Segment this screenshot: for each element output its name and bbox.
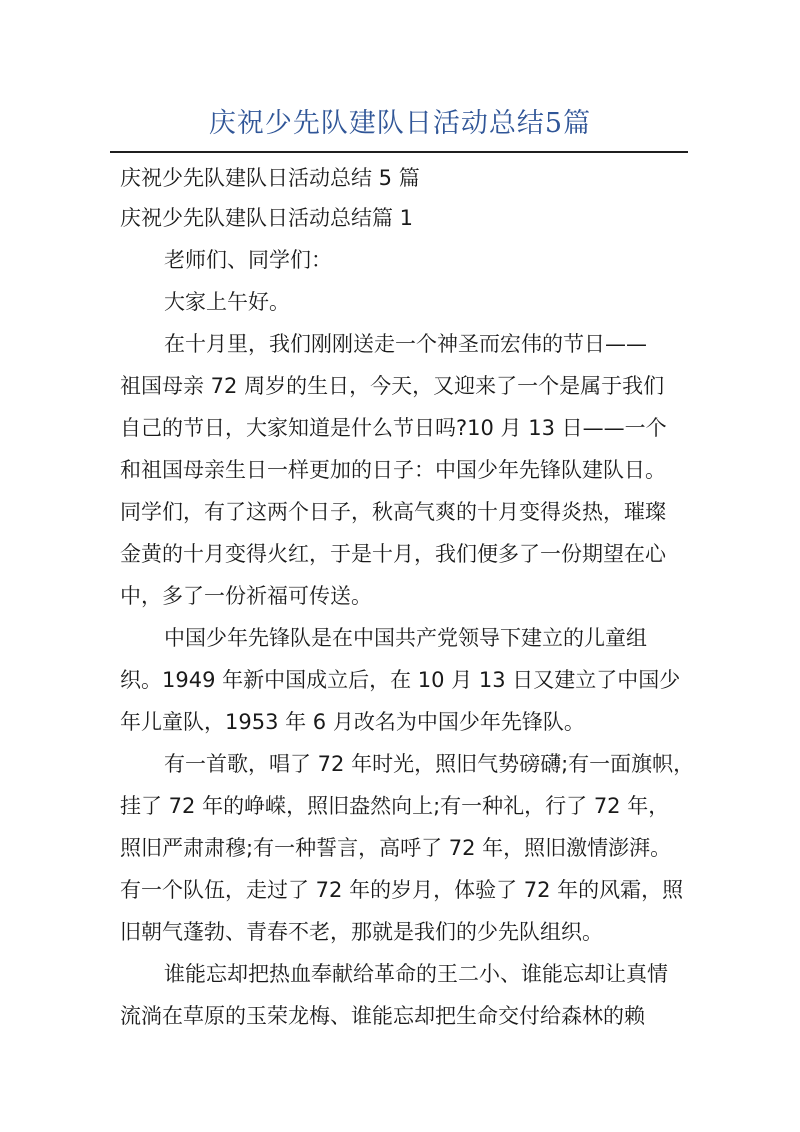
title-underline — [110, 151, 688, 153]
paragraph-line: 在十月里，我们刚刚送走一个神圣而宏伟的节日—— — [164, 332, 647, 356]
paragraph-line: 织。1949 年新中国成立后，在 10 月 13 日又建立了中国少 — [120, 668, 681, 692]
paragraph-line: 年儿童队，1953 年 6 月改名为中国少年先锋队。 — [120, 710, 585, 734]
paragraph-line: 金黄的十月变得火红，于是十月，我们便多了一份期望在心 — [120, 542, 666, 566]
section-heading: 庆祝少先队建队日活动总结篇 1 — [120, 206, 414, 230]
paragraph-line: 流淌在草原的玉荣龙梅、谁能忘却把生命交付给森林的赖 — [120, 1004, 645, 1028]
paragraph-line: 挂了 72 年的峥嵘，照旧盎然向上;有一种礼，行了 72 年， — [120, 794, 670, 818]
paragraph-line: 谁能忘却把热血奉献给革命的王二小、谁能忘却让真情 — [164, 962, 668, 986]
salutation: 老师们、同学们： — [164, 248, 332, 272]
paragraph-line: 旧朝气蓬勃、青春不老，那就是我们的少先队组织。 — [120, 920, 603, 944]
paragraph-line: 同学们，有了这两个日子，秋高气爽的十月变得炎热，璀璨 — [120, 500, 666, 524]
paragraph-line: 和祖国母亲生日一样更加的日子：中国少年先锋队建队日。 — [120, 458, 666, 482]
paragraph-line: 照旧严肃肃穆;有一种誓言，高呼了 72 年，照旧激情澎湃。 — [120, 836, 672, 860]
subtitle-line: 庆祝少先队建队日活动总结 5 篇 — [120, 166, 420, 190]
paragraph-line: 祖国母亲 72 周岁的生日，今天，又迎来了一个是属于我们 — [120, 374, 665, 398]
paragraph-line: 中，多了一份祈福可传送。 — [120, 584, 372, 608]
greeting: 大家上午好。 — [164, 290, 290, 314]
document-title: 庆祝少先队建队日活动总结5篇 — [208, 108, 592, 139]
paragraph-line: 自己的节日，大家知道是什么节日吗?10 月 13 日——一个 — [120, 416, 667, 440]
paragraph-line: 有一个队伍，走过了 72 年的岁月，体验了 72 年的风霜，照 — [120, 878, 684, 902]
paragraph-line: 中国少年先锋队是在中国共产党领导下建立的儿童组 — [164, 626, 647, 650]
paragraph-line: 有一首歌，唱了 72 年时光，照旧气势磅礴;有一面旗帜， — [164, 752, 695, 776]
